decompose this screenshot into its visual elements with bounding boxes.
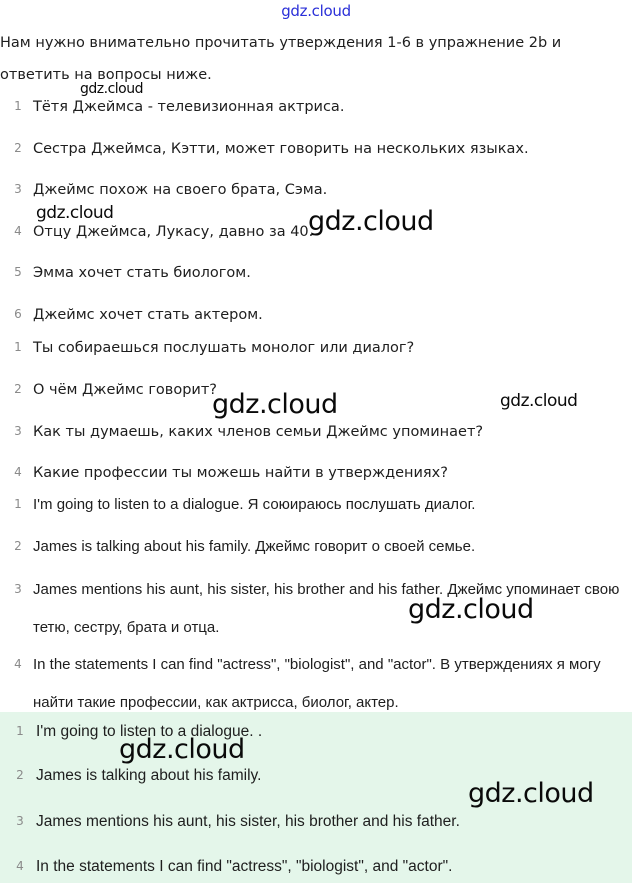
item-number: 1 — [14, 497, 22, 511]
item-number: 1 — [14, 99, 22, 113]
item-number: 4 — [14, 224, 22, 238]
item-text: Джеймс похож на своего брата, Сэма. — [33, 182, 328, 198]
item-text: James is talking about his family. Джеймс говорит о своей семье. — [33, 538, 476, 555]
item-number: 2 — [14, 382, 22, 396]
item-text: Сестра Джеймса, Кэтти, может говорить на нескольких языках. — [33, 141, 529, 157]
watermark: gdz.cloud — [119, 734, 245, 765]
watermark: gdz.cloud — [468, 778, 594, 809]
item-number: 3 — [14, 182, 22, 196]
item-text: Как ты думаешь, каких членов семьи Джеймс упоминает? — [33, 424, 484, 440]
item-text: Отцу Джеймса, Лукасу, давно за 40. — [33, 224, 314, 240]
watermark: gdz.cloud — [212, 389, 338, 420]
item-text: Ты собираешься послушать монолог или диалог? — [33, 340, 415, 356]
watermark: gdz.cloud — [308, 206, 434, 237]
item-number: 1 — [16, 724, 24, 738]
item-text: James is talking about his family. — [36, 767, 262, 784]
item-text: In the statements I can find "actress", "biologist", and "actor". — [36, 858, 453, 875]
item-text: Какие профессии ты можешь найти в утверждениях? — [33, 465, 448, 481]
item-number: 3 — [16, 814, 24, 828]
item-text: О чём Джеймс говорит? — [33, 382, 217, 398]
item-text: James mentions his aunt, his sister, his brother and his father. Джеймс упоминает свою тетю, сестру, брата и отца. — [33, 581, 620, 636]
item-text: In the statements I can find "actress", "biologist", and "actor". В утверждениях я могу найти такие профессии, как актрисса, биолог, актер. — [33, 656, 601, 711]
item-number: 4 — [16, 859, 24, 873]
site-brand: gdz.cloud — [281, 2, 351, 20]
item-number: 6 — [14, 307, 22, 321]
item-text: I'm going to listen to a dialogue. Я союираюсь послушать диалог. — [33, 496, 476, 513]
item-text: James mentions his aunt, his sister, his brother and his father. — [36, 813, 460, 830]
watermark: gdz.cloud — [408, 594, 534, 625]
intro-line-1: Нам нужно внимательно прочитать утверждения 1-6 в упражнение 2b и — [0, 35, 562, 51]
item-number: 2 — [16, 768, 24, 782]
item-number: 4 — [14, 465, 22, 479]
item-text: Джеймс хочет стать актером. — [33, 307, 263, 323]
item-number: 2 — [14, 539, 22, 553]
item-number: 4 — [14, 657, 22, 671]
item-number: 3 — [14, 582, 22, 596]
item-text: I'm going to listen to a dialogue. . — [36, 723, 263, 740]
item-number: 3 — [14, 424, 22, 438]
watermark: gdz.cloud — [500, 391, 578, 411]
intro-line-2: ответить на вопросы ниже. — [0, 67, 212, 83]
watermark: gdz.cloud — [36, 203, 114, 223]
item-number: 5 — [14, 265, 22, 279]
item-number: 2 — [14, 141, 22, 155]
item-number: 1 — [14, 340, 22, 354]
watermark: gdz.cloud — [80, 81, 143, 97]
item-text: Тётя Джеймса - телевизионная актриса. — [33, 99, 345, 115]
item-text: Эмма хочет стать биологом. — [33, 265, 251, 281]
